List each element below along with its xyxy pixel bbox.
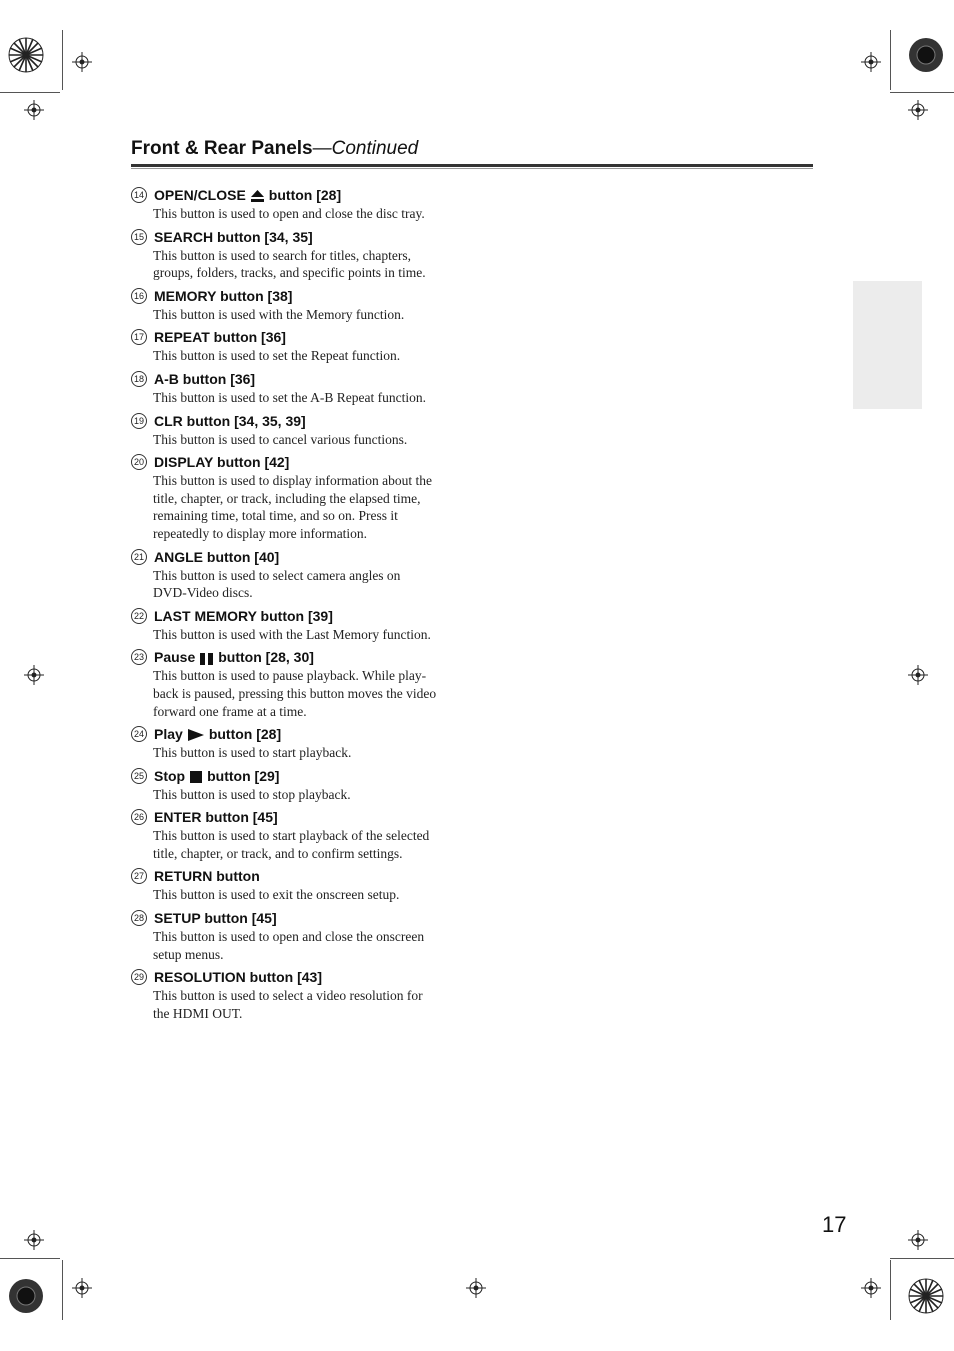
list-item (131, 185, 461, 223)
item-description: This button is used to select a video resolution for the HDMI OUT. (153, 988, 423, 1021)
item-label-suffix: button [28] (268, 187, 342, 203)
item-label (154, 910, 277, 926)
item-label (154, 726, 281, 742)
item-label-suffix: button [28, 30] (218, 649, 314, 666)
page-title-continued: —Continued (312, 138, 419, 159)
list-item (131, 724, 461, 762)
page-header (131, 138, 813, 160)
item-label (154, 608, 333, 624)
item-heading (131, 547, 461, 567)
item-label-text: SEARCH button [34, 35] (154, 228, 313, 245)
item-description: This button is used to stop playback. (153, 786, 351, 802)
list-item (131, 908, 461, 963)
item-label (154, 649, 314, 665)
item-number-badge: 20 (131, 454, 147, 470)
crosshair-icon (908, 100, 928, 120)
list-item (131, 647, 461, 720)
item-description: This button is used to start playback. (153, 745, 352, 761)
crosshair-icon (861, 1278, 881, 1298)
item-label (154, 413, 306, 429)
list-item (131, 606, 461, 644)
item-heading (131, 766, 461, 786)
crosshair-icon (24, 100, 44, 120)
page-title: Front & Rear Panels (131, 138, 313, 159)
item-number-badge: 15 (131, 229, 147, 245)
crosshair-icon (908, 1230, 928, 1250)
item-number-badge: 16 (131, 288, 147, 304)
header-rule (131, 164, 813, 167)
list-item (131, 286, 461, 324)
item-heading (131, 647, 461, 667)
item-heading (131, 185, 461, 205)
crosshair-icon (861, 52, 881, 72)
list-item (131, 227, 461, 282)
item-label-text: ANGLE button [40] (154, 548, 280, 565)
item-label (154, 187, 341, 203)
item-number-badge: 23 (131, 649, 147, 665)
item-label (154, 454, 289, 470)
item-heading (131, 411, 461, 431)
item-heading (131, 967, 461, 987)
item-label-text: A-B button [36] (154, 370, 256, 387)
item-description: This button is used to set the Repeat function. (153, 348, 401, 364)
item-label (154, 288, 292, 304)
item-heading (131, 807, 461, 827)
item-label (154, 768, 279, 784)
item-number-badge: 19 (131, 413, 147, 429)
item-number-badge: 29 (131, 969, 147, 985)
item-number-badge: 26 (131, 809, 147, 825)
item-description: This button is used to open and close the disc tray. (153, 206, 425, 221)
registration-solid-icon (8, 1278, 44, 1314)
item-description: This button is used to exit the onscreen setup. (153, 887, 400, 903)
item-heading (131, 286, 461, 306)
item-description: This button is used to start playback of the selected title, chapter, or track, and to confirm settings. (153, 828, 430, 861)
item-heading (131, 866, 461, 886)
item-label (154, 371, 255, 387)
item-heading (131, 327, 461, 347)
eject-icon (246, 187, 269, 203)
item-label-suffix: button [29] (207, 767, 280, 784)
item-description: This button is used to select camera angles on DVD-Video discs. (153, 567, 401, 601)
list-item (131, 411, 461, 449)
item-label-suffix: button [28] (208, 726, 282, 743)
button-description-list (131, 185, 461, 1026)
list-item (131, 327, 461, 365)
header-rule-thin (131, 168, 813, 169)
item-label (154, 969, 322, 985)
item-label-text: Play (154, 726, 183, 743)
item-label-text: DISPLAY button [42] (154, 454, 290, 471)
pause-icon (195, 649, 218, 665)
item-heading (131, 908, 461, 928)
list-item (131, 452, 461, 542)
item-heading (131, 452, 461, 472)
item-description: This button is used to cancel various functions. (153, 431, 408, 447)
list-item (131, 866, 461, 904)
crosshair-icon (908, 665, 928, 685)
item-number-badge: 28 (131, 910, 147, 926)
item-description: This button is used to open and close the onscreen setup menus. (153, 929, 425, 962)
item-label (154, 868, 260, 884)
item-description: This button is used with the Memory function. (153, 306, 405, 322)
item-description: This button is used to display information about the title, chapter, or track, including the elapsed time, remaining time, total time, and so on. Press it repeatedly to display more information. (153, 473, 432, 541)
crosshair-icon (72, 52, 92, 72)
item-label (154, 809, 278, 825)
item-number-badge: 27 (131, 868, 147, 884)
crosshair-icon (24, 1230, 44, 1250)
item-label-text: RESOLUTION button [43] (154, 969, 322, 986)
item-number-badge: 24 (131, 726, 147, 742)
item-description: This button is used with the Last Memory function. (153, 626, 431, 642)
page-number: 17 (822, 1212, 847, 1237)
item-label-text: LAST MEMORY button [39] (154, 607, 333, 624)
list-item (131, 967, 461, 1022)
registration-solid-icon (908, 37, 944, 73)
list-item (131, 766, 461, 804)
item-label-text: RETURN button (154, 868, 260, 885)
section-side-tab (853, 281, 922, 409)
stop-icon (185, 768, 207, 784)
list-item (131, 547, 461, 602)
item-number-badge: 18 (131, 371, 147, 387)
item-label-text: Pause (154, 649, 196, 666)
crosshair-icon (24, 665, 44, 685)
item-label (154, 329, 286, 345)
item-number-badge: 25 (131, 768, 147, 784)
item-label (154, 549, 279, 565)
registration-sunburst-icon (908, 1278, 944, 1314)
item-description: This button is used to pause playback. While play- back is paused, pressing this button moves the video forward one frame at a time. (153, 668, 437, 719)
item-heading (131, 369, 461, 389)
item-heading (131, 724, 461, 744)
item-label-text: MEMORY button [38] (154, 287, 293, 304)
item-label-text: Stop (154, 767, 186, 784)
item-label-text: SETUP button [45] (154, 910, 277, 927)
item-heading (131, 227, 461, 247)
item-heading (131, 606, 461, 626)
item-number-badge: 22 (131, 608, 147, 624)
item-number-badge: 14 (131, 187, 147, 203)
item-label (154, 229, 313, 245)
registration-sunburst-icon (8, 37, 44, 73)
item-description: This button is used to search for titles, chapters, groups, folders, tracks, and specific points in time. (153, 247, 426, 281)
item-number-badge: 21 (131, 549, 147, 565)
crosshair-icon (72, 1278, 92, 1298)
play-icon (183, 726, 209, 742)
item-label-text: OPEN/CLOSE (154, 187, 246, 203)
item-label-text: CLR button [34, 35, 39] (154, 412, 306, 429)
item-number-badge: 17 (131, 329, 147, 345)
list-item (131, 369, 461, 407)
item-label-text: REPEAT button [36] (154, 329, 286, 346)
item-label-text: ENTER button [45] (154, 809, 278, 826)
list-item (131, 807, 461, 862)
crosshair-icon (466, 1278, 486, 1298)
item-description: This button is used to set the A-B Repeat function. (153, 389, 426, 405)
